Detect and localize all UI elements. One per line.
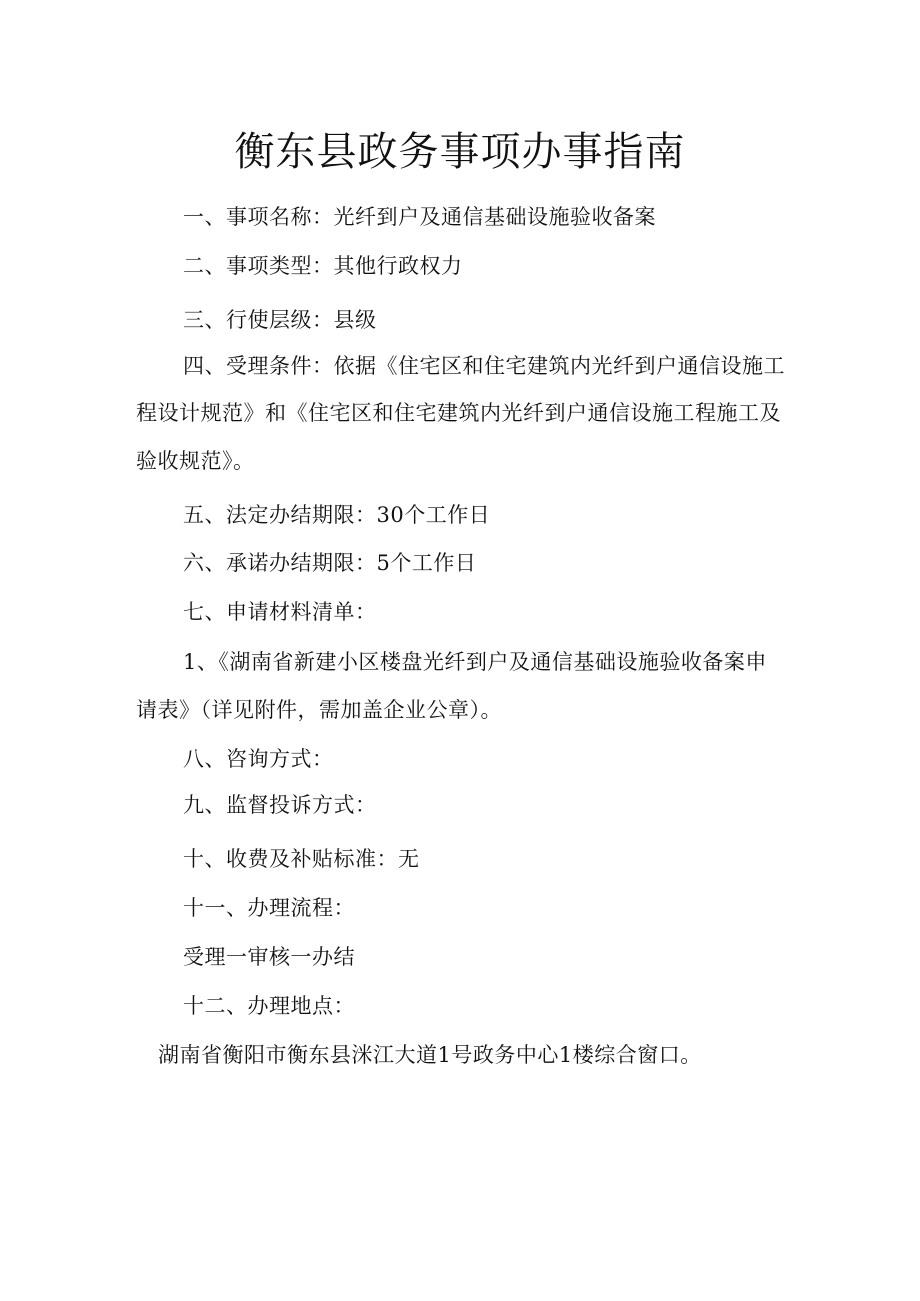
legal-time-limit: 五、法定办结期限：30个工作日	[183, 503, 491, 527]
consultation-method: 八、咨询方式：	[183, 747, 334, 771]
location-heading: 十二、办理地点：	[183, 994, 355, 1018]
exercise-level: 三、行使层级：县级	[183, 308, 377, 332]
fees-standard: 十、收费及补贴标准：无	[183, 847, 420, 871]
acceptance-conditions-line-1: 四、受理条件：依据《住宅区和住宅建筑内光纤到户通信设施工	[183, 354, 785, 378]
item-type: 二、事项类型：其他行政权力	[183, 254, 463, 278]
location-address: 湖南省衡阳市衡东县洣江大道1号政务中心1楼综合窗口。	[158, 1043, 702, 1067]
process-steps: 受理一审核一办结	[183, 945, 355, 969]
acceptance-conditions-line-3: 验收规范》。	[136, 449, 255, 473]
acceptance-conditions-line-2: 程设计规范》和《住宅区和住宅建筑内光纤到户通信设施工程施工及	[136, 401, 781, 425]
process-heading: 十一、办理流程：	[183, 896, 355, 920]
materials-heading: 七、申请材料清单：	[183, 600, 377, 624]
material-1-line-1: 1、《湖南省新建小区楼盘光纤到户及通信基础设施验收备案申	[183, 650, 767, 674]
page-title: 衡东县政务事项办事指南	[234, 129, 686, 175]
item-name: 一、事项名称：光纤到户及通信基础设施验收备案	[183, 205, 656, 229]
promised-time-limit: 六、承诺办结期限：5个工作日	[183, 551, 477, 575]
material-1-line-2: 请表》（详见附件，需加盖企业公章）。	[136, 698, 502, 722]
complaint-method: 九、监督投诉方式：	[183, 793, 377, 817]
